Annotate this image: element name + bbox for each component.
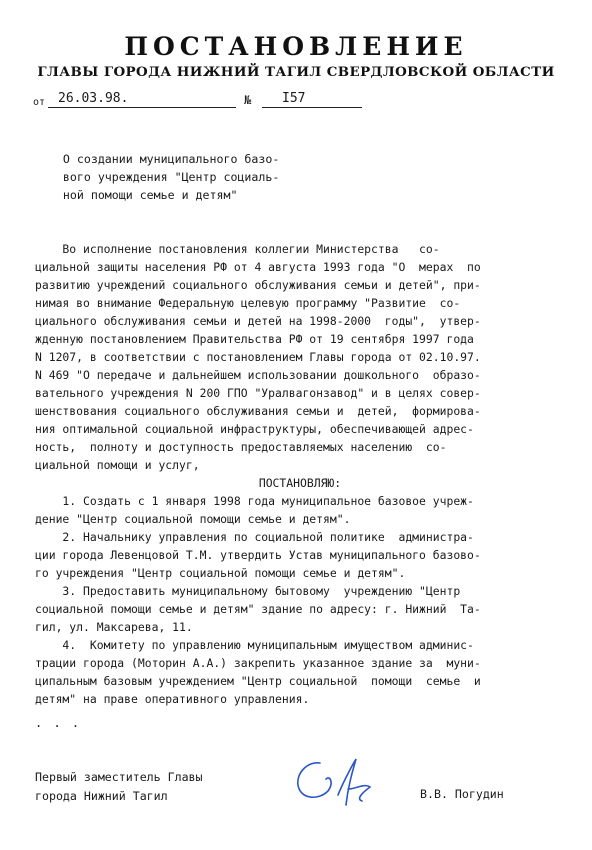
preamble-line: Во исполнение постановления коллегии Министерства со- [35,242,440,256]
clause-line: детям" на праве оперативного управления. [35,692,310,706]
clause-line: гил, ул. Максарева, 11. [35,620,193,634]
preamble-line: ния оптимальной социальной инфраструктуры, обеспечивающей адрес- [35,422,474,436]
clause-line: го учреждения "Центр социальной помощи семье и детям". [35,566,406,580]
preamble-line: вательного учреждения N 200 ГПО "Уралвагонзавод" и в целях совер- [35,386,481,400]
resolve-heading: ПОСТАНОВЛЯЮ: [258,476,342,490]
handwritten-signature [290,755,400,810]
preamble-line: развитию учреждений социального обслуживания семьи и детей", при- [35,278,481,292]
clause-line: ципальным базовым учреждением "Центр социальной помощи семье и [35,674,481,688]
number-underline [262,107,362,108]
number-label: № [244,93,252,107]
clause-line: трации города (Моторин А.А.) закрепить указанное здание за муни- [35,656,481,670]
date-underline [48,107,236,108]
preamble-line: циальной помощи и услуг, [35,458,200,472]
clause-line: 2. Начальнику управления по социальной политике администра- [35,530,474,544]
signatory-position-line: Первый заместитель Главы [35,770,203,784]
preamble-line: циального обслуживания семьи и детей на 1998-2000 годы", утвер- [35,314,481,328]
signatory-name: В.В. Погудин [420,787,504,801]
signatory-position [35,768,203,806]
preamble-line: N 469 "О передаче и дальнейшем использовании дошкольного образо- [35,368,481,382]
subject-line: ной помощи семье и детям" [62,188,238,202]
clause-line: 1. Создать с 1 января 1998 года муниципальное базовое учреж- [35,494,474,508]
document-subject [35,132,335,222]
document-date: 26.03.98. [58,91,129,106]
subject-line: вого учреждения "Центр социаль- [62,170,280,184]
clause-line: ции города Левенцовой Т.М. утвердить Устав муниципального базово- [35,548,481,562]
document-title: ПОСТАНОВЛЕНИЕ [124,32,468,61]
signatory-position-line: города Нижний Тагил [35,789,168,803]
preamble-line: жденную постановлением Правительства РФ от 19 сентября 1997 года [35,332,474,346]
preamble-line: циальной защиты населения РФ от 4 августа 1993 года "О мерах по [35,260,481,274]
clause-line: социальной помощи семье и детям" здание по адресу: г. Нижний Та- [35,602,481,616]
document-subtitle: ГЛАВЫ ГОРОДА НИЖНИЙ ТАГИЛ СВЕРДЛОВСКОЙ ОБЛАСТИ [37,64,555,80]
subject-line: О создании муниципального базо- [62,152,280,166]
clause-line: 4. Комитету по управлению муниципальным имуществом админис- [35,638,474,652]
preamble-line: нимая во внимание Федеральную целевую программу "Развитие со- [35,296,461,310]
date-label: от [33,97,46,108]
document-body [35,240,565,708]
preamble-line: N 1207, в соответствии с постановлением Главы города от 02.10.97. [35,350,481,364]
document-number: I57 [282,91,306,106]
ellipsis: . . . [35,716,82,730]
preamble-line: шенствования социального обслуживания семьи и детей, формирова- [35,404,481,418]
document-meta [0,90,592,110]
preamble-line: ность, полноту и доступность предоставляемых населению со- [35,440,447,454]
clause-line: 3. Предоставить муниципальному бытовому учреждению "Центр [35,584,461,598]
clause-line: дение "Центр социальной помощи семье и детям". [35,512,351,526]
